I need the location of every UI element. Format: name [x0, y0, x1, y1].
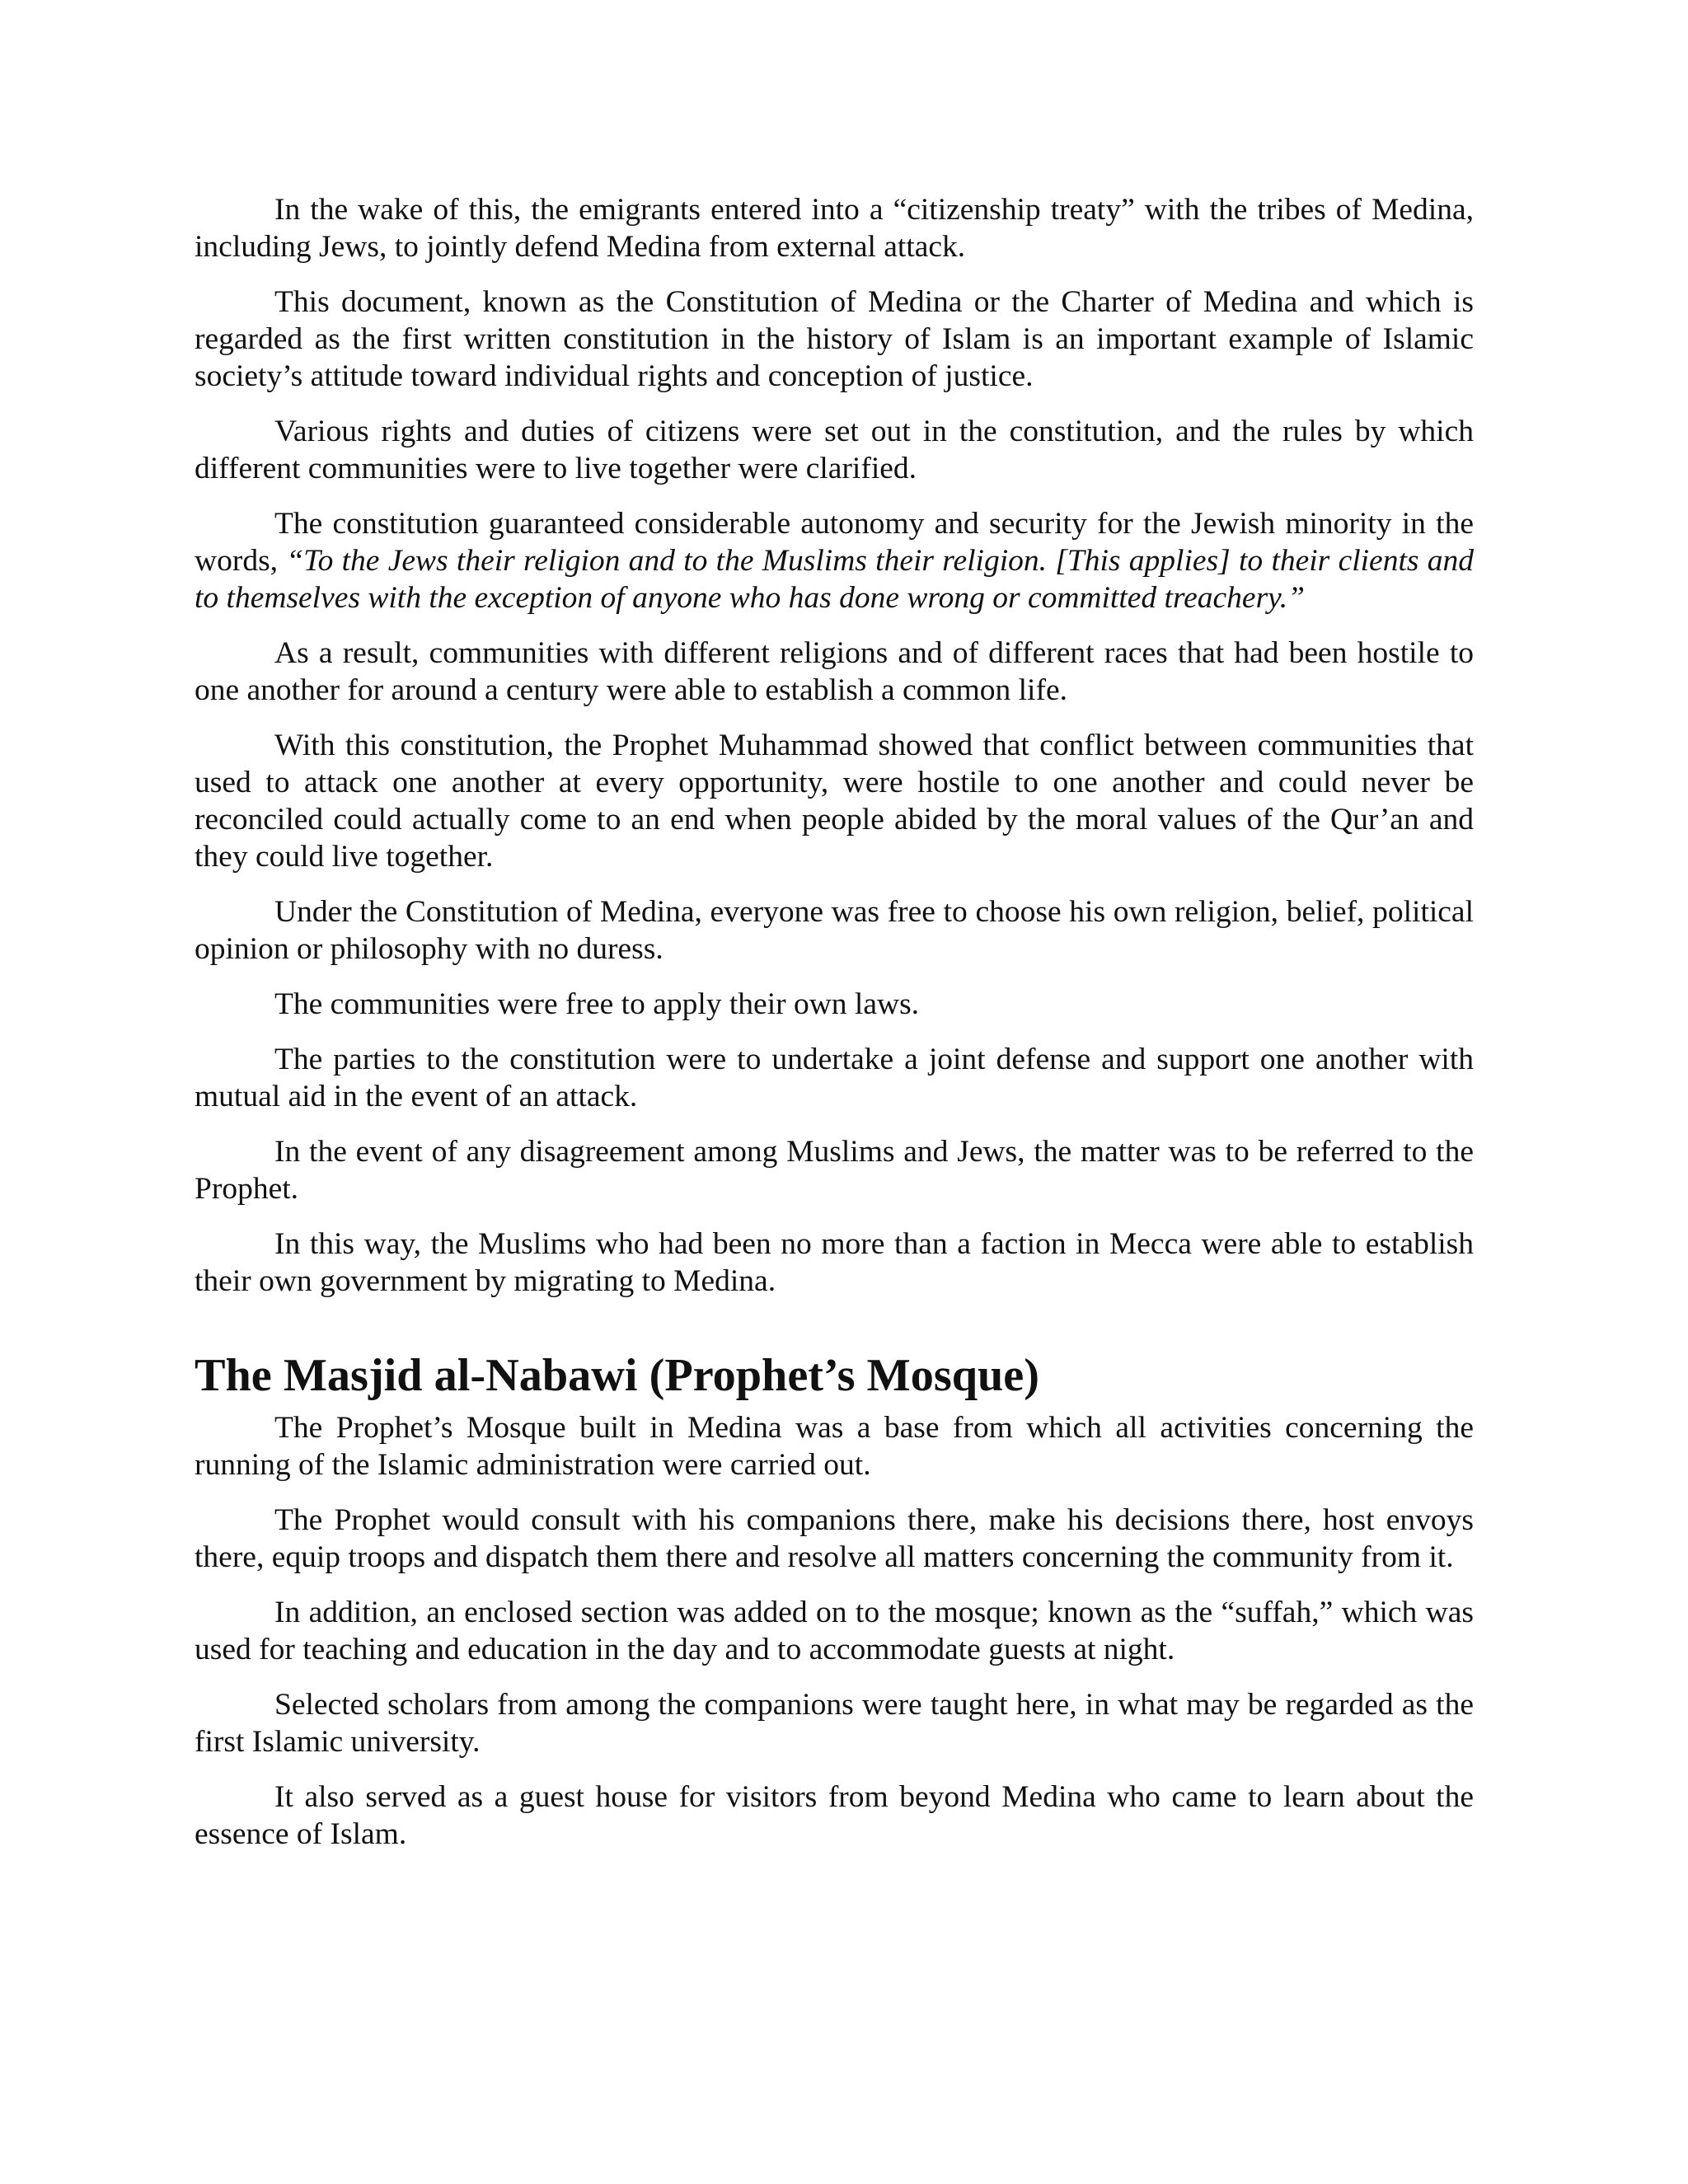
paragraph: This document, known as the Constitution of Medina or the Charter of Medina and which is regarded as the first written constitution in the history of Islam is an important example of Islamic society’s attitude toward individual rights and conception of justice. — [195, 285, 1474, 393]
document-page — [195, 191, 1474, 1871]
paragraph: Various rights and duties of citizens were set out in the constitution, and the rules by which different communities were to live together were clarified. — [195, 415, 1474, 485]
paragraph: The parties to the constitution were to undertake a joint defense and support one another with mutual aid in the event of an attack. — [195, 1043, 1474, 1113]
paragraph: With this constitution, the Prophet Muhammad showed that conflict between communities that used to attack one another at every opportunity, were hostile to one another and could never be reconciled could actually come to an end when people abided by the moral values of the Qur’an and they could live together. — [195, 729, 1474, 874]
paragraph: In addition, an enclosed section was added on to the mosque; known as the “suffah,” which was used for teaching and education in the day and to accommodate guests at night. — [195, 1596, 1474, 1666]
paragraph: In the wake of this, the emigrants entered into a “citizenship treaty” with the tribes of Medina, including Jews, to jointly defend Medina from external attack. — [195, 193, 1474, 264]
paragraph: Selected scholars from among the companions were taught here, in what may be regarded as the first Islamic university. — [195, 1688, 1474, 1759]
paragraph: The Prophet’s Mosque built in Medina was a base from which all activities concerning the running of the Islamic administration were carried out. — [195, 1411, 1474, 1482]
paragraph: In the event of any disagreement among Muslims and Jews, the matter was to be referred to the Prophet. — [195, 1135, 1474, 1206]
paragraph: The Prophet would consult with his companions there, make his decisions there, host envoys there, equip troops and dispatch them there and resolve all matters concerning the community from it. — [195, 1503, 1474, 1574]
paragraph: The communities were free to apply their own laws. — [274, 987, 920, 1021]
paragraph: It also served as a guest house for visitors from beyond Medina who came to learn about the essence of Islam. — [195, 1780, 1474, 1851]
paragraph: Under the Constitution of Medina, everyone was free to choose his own religion, belief, political opinion or philosophy with no duress. — [195, 895, 1474, 966]
charter-quote: “To the Jews their religion and to the Muslims their religion. [This applies] to their clients and to themselves with the exception of anyone who has done wrong or committed treachery.” — [195, 544, 1474, 615]
paragraph: As a result, communities with different religions and of different races that had been hostile to one another for around a century were able to establish a common life. — [195, 636, 1474, 707]
quote-lead-text: The constitution guaranteed considerable autonomy and security for the Jewish minority in the words, — [195, 507, 1474, 578]
paragraph: In this way, the Muslims who had been no more than a faction in Mecca were able to establish their own government by migrating to Medina. — [195, 1227, 1474, 1298]
section-heading: The Masjid al-Nabawi (Prophet’s Mosque) — [195, 1350, 1039, 1401]
quote-paragraph — [195, 505, 1474, 616]
